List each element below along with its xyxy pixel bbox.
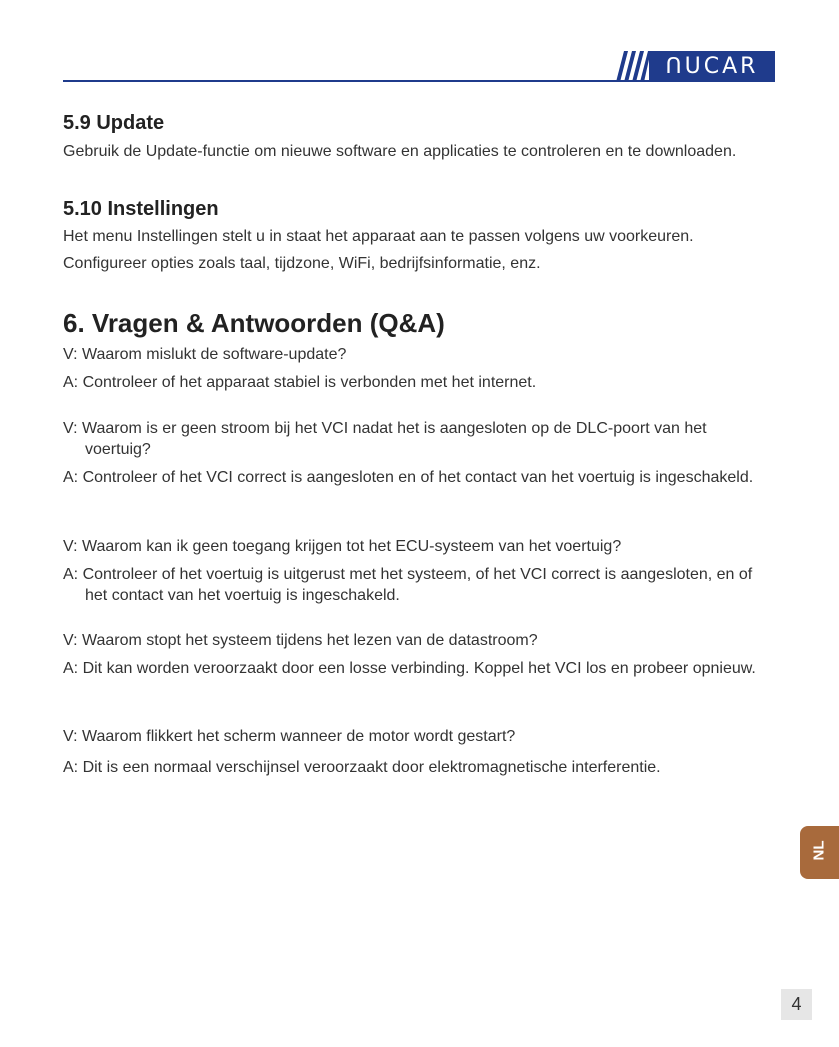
- brand-logo: [616, 51, 775, 82]
- logo-text: ᑎUCAR: [649, 51, 775, 82]
- qa-question: V: Waarom kan ik geen toegang krijgen tot het ECU-systeem van het voertuig?: [63, 538, 622, 555]
- qa-item: [63, 536, 775, 606]
- qa-answer: A: Controleer of het apparaat stabiel is verbonden met het internet.: [63, 374, 537, 391]
- settings-line-2: Configureer opties zoals taal, tijdzone, WiFi, bedrijfsinformatie, enz.: [63, 255, 541, 272]
- section-body-update: Gebruik de Update-functie om nieuwe software en applicaties te controleren en te downloaden.: [63, 143, 737, 160]
- qa-answer: A: Controleer of het VCI correct is aangesloten en of het contact van het voertuig is ingeschakeld.: [63, 469, 754, 486]
- section-qa: [63, 308, 445, 339]
- section-settings: [63, 198, 694, 274]
- qa-answer: A: Dit is een normaal verschijnsel veroorzaakt door elektromagnetische interferentie.: [63, 759, 661, 776]
- qa-item: [63, 344, 775, 393]
- qa-item: [63, 630, 775, 679]
- section-heading-settings: 5.10 Instellingen: [63, 198, 219, 220]
- qa-question: V: Waarom is er geen stroom bij het VCI nadat het is aangesloten op de DLC-poort van het voertuig?: [63, 420, 707, 458]
- language-tab: [800, 826, 839, 879]
- qa-question: V: Waarom stopt het systeem tijdens het lezen van de datastroom?: [63, 632, 538, 649]
- language-tab-label: NL: [810, 840, 828, 861]
- qa-item: [63, 726, 775, 778]
- section-heading-qa: 6. Vragen & Antwoorden (Q&A): [63, 308, 445, 338]
- section-update: [63, 112, 736, 162]
- settings-line-1: Het menu Instellingen stelt u in staat het apparaat aan te passen volgens uw voorkeuren.: [63, 228, 694, 245]
- qa-question: V: Waarom flikkert het scherm wanneer de motor wordt gestart?: [63, 728, 516, 745]
- page-number: 4: [781, 989, 812, 1020]
- qa-question: V: Waarom mislukt de software-update?: [63, 346, 347, 363]
- qa-answer: A: Dit kan worden veroorzaakt door een losse verbinding. Koppel het VCI los en probeer opnieuw.: [63, 660, 756, 677]
- qa-item: [63, 418, 775, 488]
- qa-answer: A: Controleer of het voertuig is uitgerust met het systeem, of het VCI correct is aangesloten, en of het contact van het voertuig is ingeschakeld.: [63, 566, 753, 604]
- logo-slashes-icon: [616, 51, 650, 82]
- section-heading-update: 5.9 Update: [63, 112, 165, 134]
